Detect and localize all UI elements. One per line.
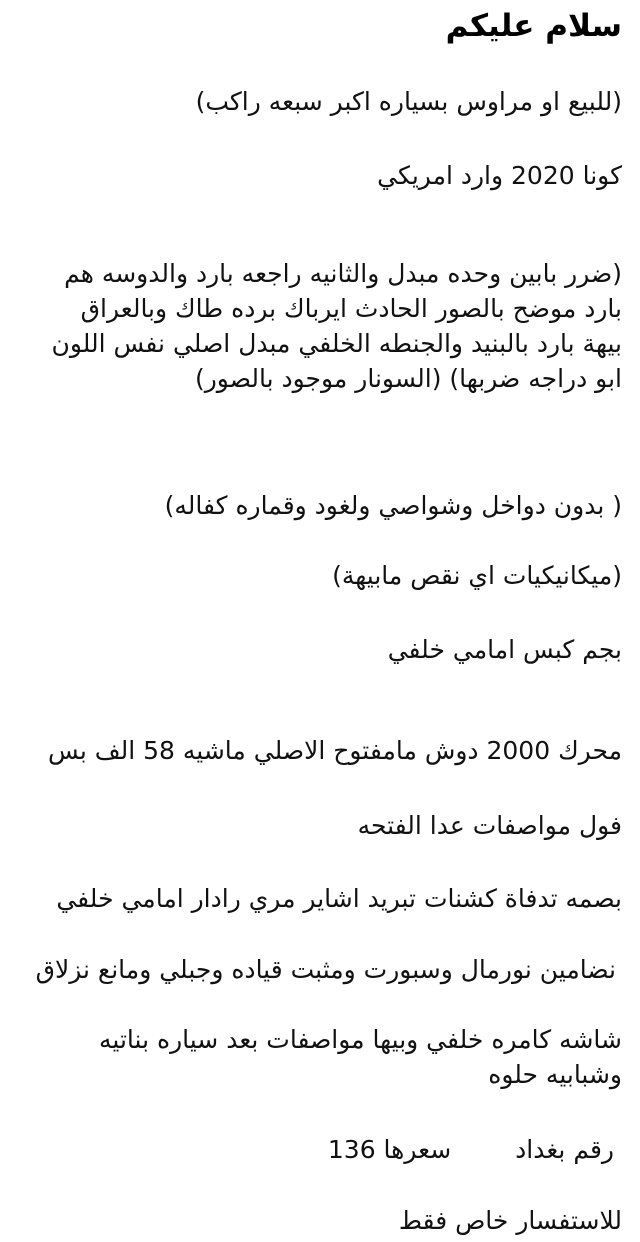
inquiry-note: للاستفسار خاص فقط — [398, 1206, 622, 1235]
plate-info: رقم بغداد — [515, 1135, 614, 1164]
interior-condition-note: ( بدون دواخل وشواصي ولغود وقماره كفاله) — [164, 491, 622, 520]
sale-or-trade-note: (للبيع او مراوس بسياره اكبر سبعه راكب) — [195, 87, 622, 116]
price-info: سعرها 136 — [327, 1135, 452, 1164]
mechanical-condition-note: (ميكانيكيات اي نقص مابيهة) — [332, 561, 622, 590]
damage-description: (ضرر بابين وحده مبدل والثانيه راجعه بارد والدوسه هم بارد موضح بالصور الحادث ايرباك برده طاك وبالعراق بيهة بارد بالبنيد والجنطه الخلفي مبدل اصلي نفس اللون ابو دراجه ضربها) (السونار موجود بالصور) — [51, 259, 622, 393]
plate-and-price-line — [18, 1132, 622, 1167]
suspension-note: بجم كبس امامي خلفي — [387, 635, 622, 664]
post-title: سلام عليكم — [445, 8, 622, 44]
features-line-1: بصمه تدفاة كشنات تبريد اشاير مري رادار امامي خلفي — [56, 884, 622, 913]
features-line-2: نضامين نورمال وسبورت ومثبت قياده وجبلي ومانع نزلاق — [35, 955, 616, 984]
car-model-line: كونا 2020 وارد امريكي — [377, 161, 622, 190]
features-line-3: شاشه كامره خلفي وبيها مواصفات بعد سياره بناتيه وشبابيه حلوه — [99, 1025, 622, 1089]
engine-mileage-line: محرك 2000 دوش مامفتوح الاصلي ماشيه 58 الف بس — [47, 736, 622, 765]
specs-summary-line: فول مواصفات عدا الفتحه — [357, 811, 622, 840]
